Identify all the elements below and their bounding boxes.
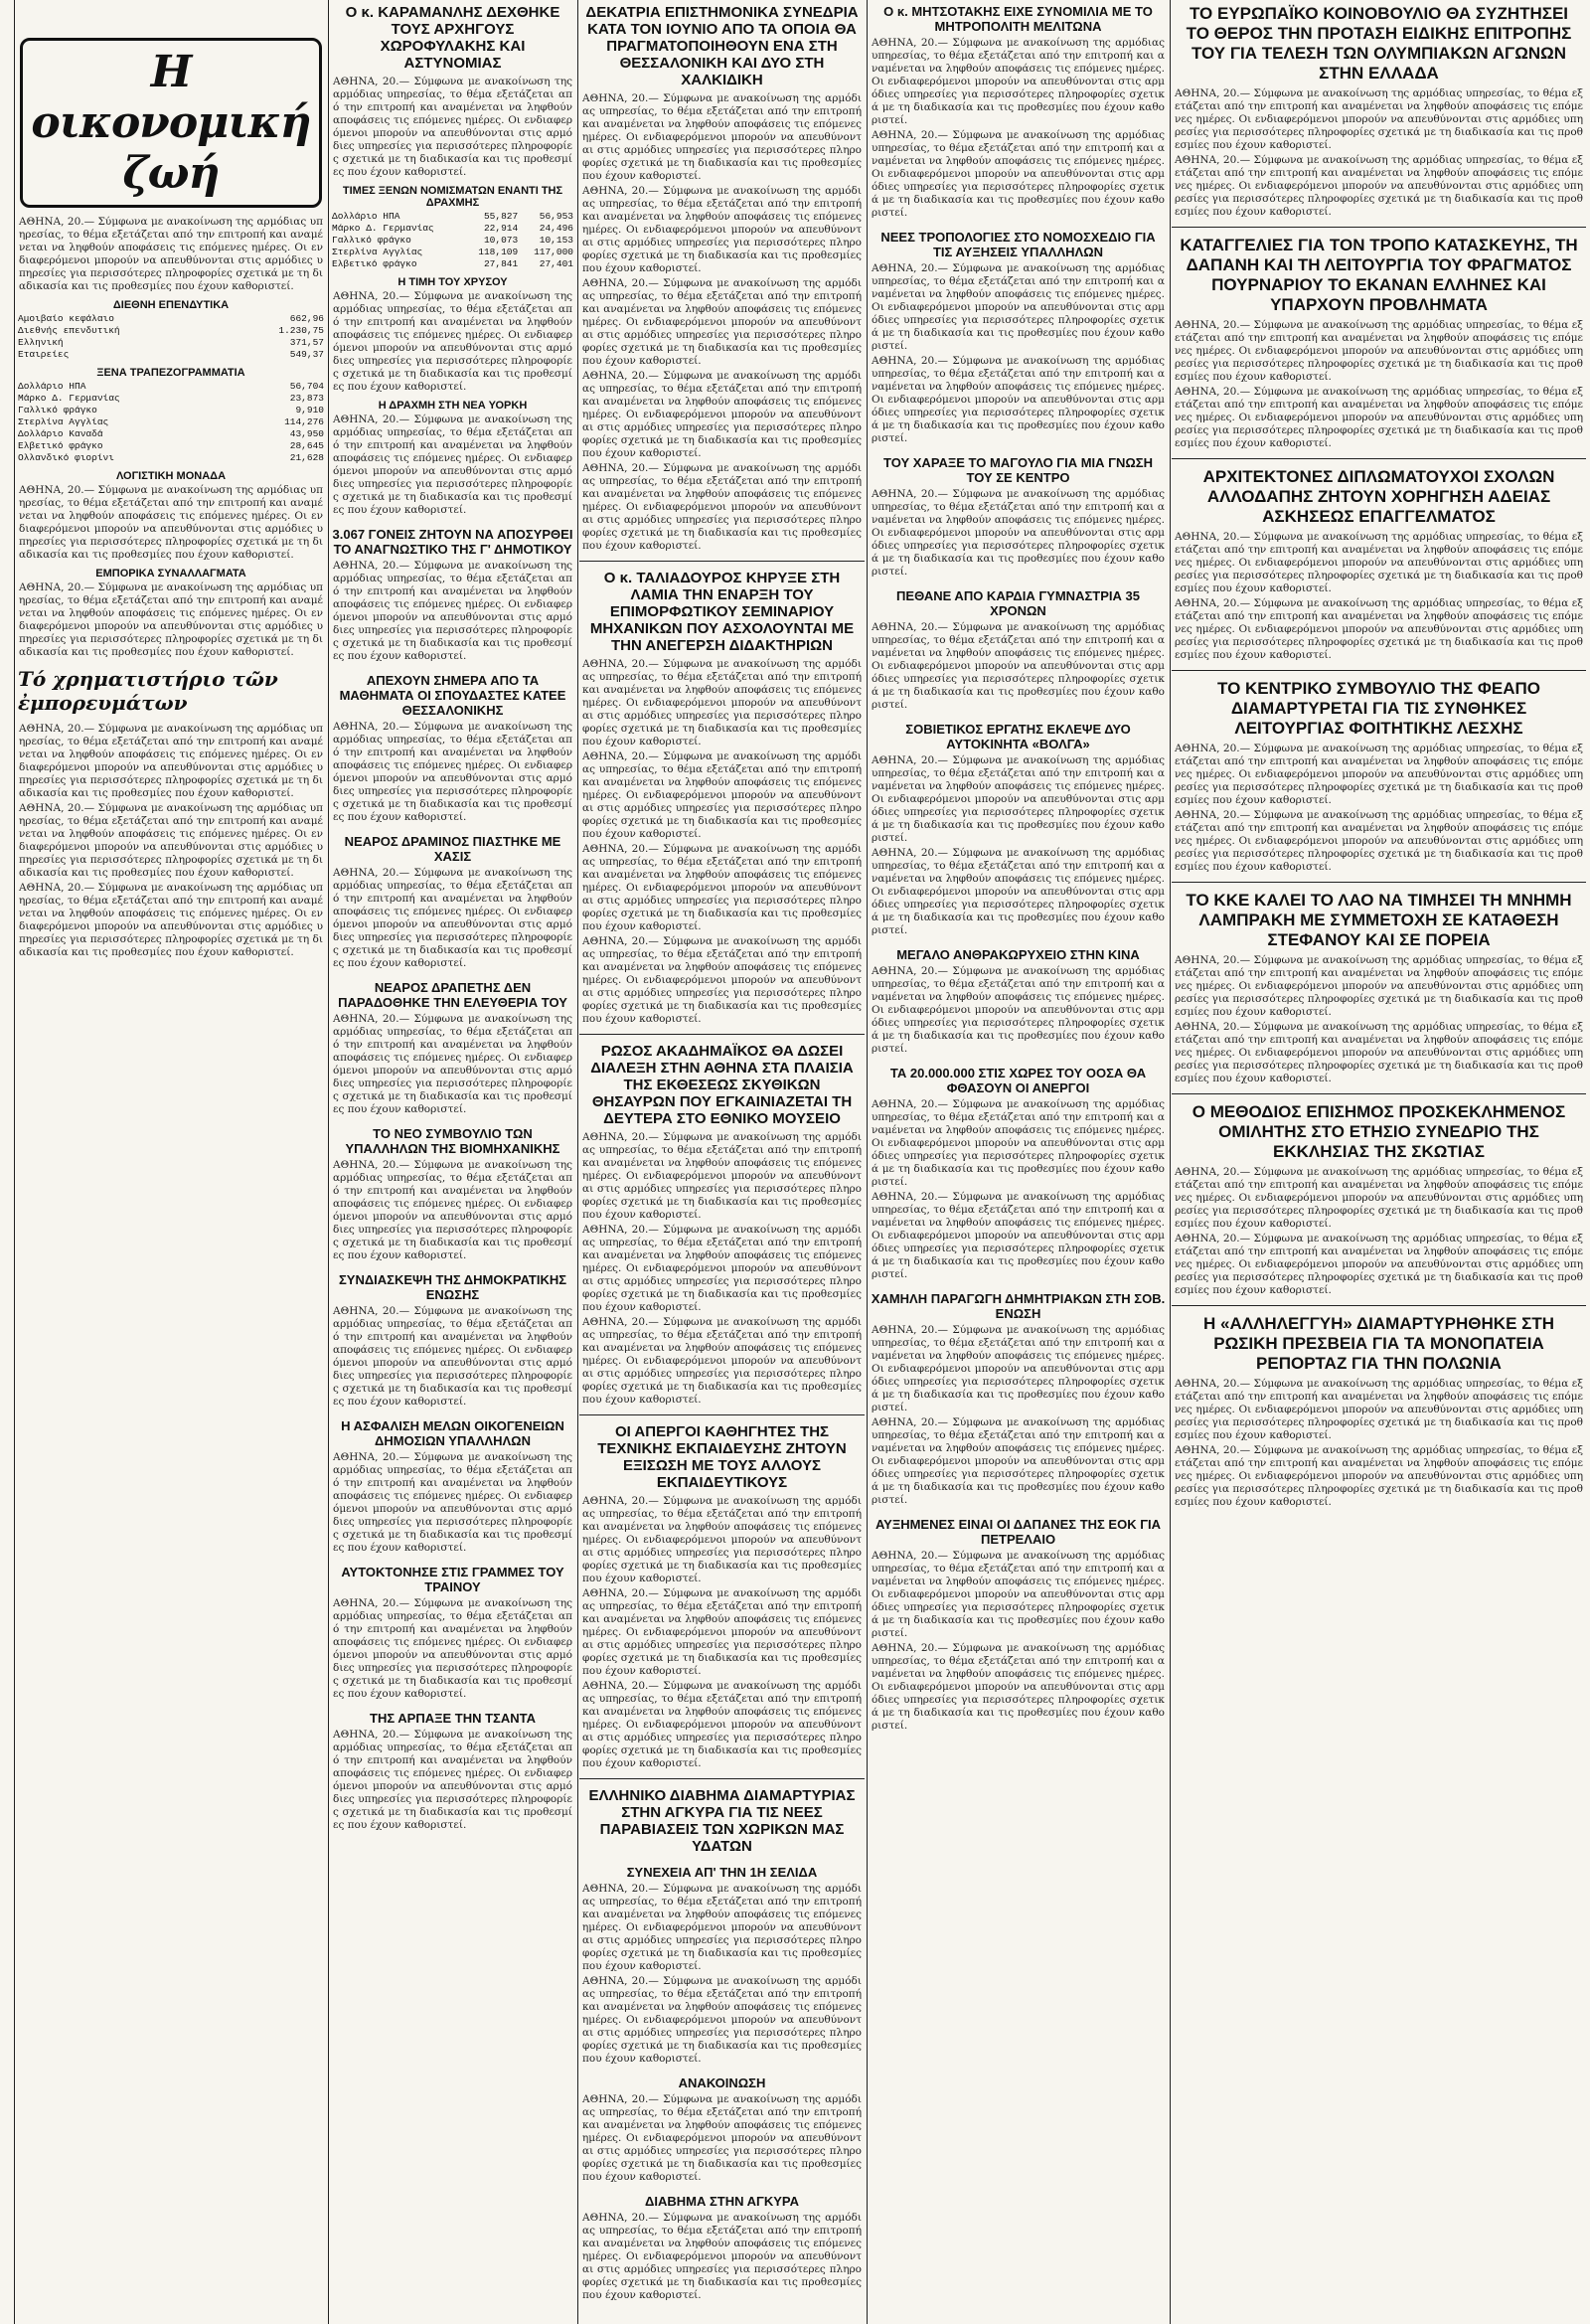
table-row: Ελβετικό φράγκο 28,645 — [18, 440, 324, 451]
body-text: ΑΘΗΝΑ, 20.— Σύμφωνα με ανακοίνωση της αρμόδιας υπηρεσίας, το θέμα εξετάζεται από την επιτροπή και αναμένεται να ληφθούν αποφάσεις τις επόμενες ημέρες. Οι ενδιαφερόμενοι μπορούν να απευθύνονται στις αρμόδιες υπηρεσίες για περισσότερες πληροφορίες σχετικά με τη διαδικασία και τις προθεσμίες που έχουν καθοριστεί. — [872, 965, 1165, 1055]
column-news-4 — [869, 0, 1168, 2324]
body-text: ΑΘΗΝΑ, 20.— Σύμφωνα με ανακοίνωση της αρμόδιας υπηρεσίας, το θέμα εξετάζεται από την επιτροπή και αναμένεται να ληφθούν αποφάσεις τις επόμενες ημέρες. Οι ενδιαφερόμενοι μπορούν να απευθύνονται στις αρμόδιες υπηρεσίες για περισσότερες πληροφορίες σχετικά με τη διαδικασία και τις προθεσμίες που έχουν καθοριστεί. — [19, 882, 323, 958]
article-headline: ΤΗΣ ΑΡΠΑΞΕ ΤΗΝ ΤΣΑΝΤΑ — [370, 1711, 536, 1726]
economy-masthead: Η οικονομική ζωή — [20, 38, 322, 208]
body-text: ΑΘΗΝΑ, 20.— Σύμφωνα με ανακοίνωση της αρμόδιας υπηρεσίας, το θέμα εξετάζεται από την επιτροπή και αναμένεται να ληφθούν αποφάσεις τις επόμενες ημέρες. Οι ενδιαφερόμενοι μπορούν να απευθύνονται στις αρμόδιες υπηρεσίες για περισσότερες πληροφορίες σχετικά με τη διαδικασία και τις προθεσμίες που έχουν καθοριστεί. — [872, 621, 1165, 711]
body-text: ΑΘΗΝΑ, 20.— Σύμφωνα με ανακοίνωση της αρμόδιας υπηρεσίας, το θέμα εξετάζεται από την επιτροπή και αναμένεται να ληφθούν αποφάσεις τις επόμενες ημέρες. Οι ενδιαφερόμενοι μπορούν να απευθύνονται στις αρμόδιες υπηρεσίες για περισσότερες πληροφορίες σχετικά με τη διαδικασία και τις προθεσμίες που έχουν καθοριστεί. — [1175, 1378, 1583, 1441]
body-text: ΑΘΗΝΑ, 20.— Σύμφωνα με ανακοίνωση της αρμόδιας υπηρεσίας, το θέμα εξετάζεται από την επιτροπή και αναμένεται να ληφθούν αποφάσεις τις επόμενες ημέρες. Οι ενδιαφερόμενοι μπορούν να απευθύνονται στις αρμόδιες υπηρεσίες για περισσότερες πληροφορίες σχετικά με τη διαδικασία και τις προθεσμίες που έχουν καθοριστεί. — [872, 488, 1165, 578]
body-text: ΑΘΗΝΑ, 20.— Σύμφωνα με ανακοίνωση της αρμόδιας υπηρεσίας, το θέμα εξετάζεται από την επιτροπή και αναμένεται να ληφθούν αποφάσεις τις επόμενες ημέρες. Οι ενδιαφερόμενοι μπορούν να απευθύνονται στις αρμόδιες υπηρεσίες για περισσότερες πληροφορίες σχετικά με τη διαδικασία και τις προθεσμίες που έχουν καθοριστεί. — [582, 750, 862, 840]
article-headline: ΤΟ ΚΕΝΤΡΙΚΟ ΣΥΜΒΟΥΛΙΟ ΤΗΣ ΦΕΑΠΟ ΔΙΑΜΑΡΤΥΡΕΤΑΙ ΓΙΑ ΤΙΣ ΣΥΝΘΗΚΕΣ ΛΕΙΤΟΥΡΓΙΑΣ ΦΟΙΤΗΤΙΚΗΣ ΛΕΣΧΗΣ — [1217, 679, 1540, 738]
article-headline: ΑΡΧΙΤΕΚΤΟΝΕΣ ΔΙΠΛΩΜΑΤΟΥΧΟΙ ΣΧΟΛΩΝ ΑΛΛΟΔΑΠΗΣ ΖΗΤΟΥΝ ΧΟΡΗΓΗΣΗ ΑΔΕΙΑΣ ΑΣΚΗΣΕΩΣ ΕΠΑΓΓΕΛΜΑΤΟΣ — [1202, 467, 1555, 526]
body-text: ΑΘΗΝΑ, 20.— Σύμφωνα με ανακοίνωση της αρμόδιας υπηρεσίας, το θέμα εξετάζεται από την επιτροπή και αναμένεται να ληφθούν αποφάσεις τις επόμενες ημέρες. Οι ενδιαφερόμενοι μπορούν να απευθύνονται στις αρμόδιες υπηρεσίες για περισσότερες πληροφορίες σχετικά με τη διαδικασία και τις προθεσμίες που έχουν καθοριστεί. — [333, 721, 572, 823]
article-headline: ΚΑΤΑΓΓΕΛΙΕΣ ΓΙΑ ΤΟΝ ΤΡΟΠΟ ΚΑΤΑΣΚΕΥΗΣ, ΤΗ ΔΑΠΑΝΗ ΚΑΙ ΤΗ ΛΕΙΤΟΥΡΓΙΑ ΤΟΥ ΦΡΑΓΜΑΤΟΣ ΠΟΥΡΝΑΡΙΟΥ ΤΟ ΕΚΑΝΑΝ ΕΛΛΗΝΕΣ ΚΑΙ ΥΠΑΡΧΟΥΝ ΠΡΟΒΛΗΜΑΤΑ — [1180, 236, 1578, 314]
table-row: Δολλάριο ΗΠΑ 56,704 — [18, 381, 324, 392]
body-text: ΑΘΗΝΑ, 20.— Σύμφωνα με ανακοίνωση της αρμόδιας υπηρεσίας, το θέμα εξετάζεται από την επιτροπή και αναμένεται να ληφθούν αποφάσεις τις επόμενες ημέρες. Οι ενδιαφερόμενοι μπορούν να απευθύνονται στις αρμόδιες υπηρεσίες για περισσότερες πληροφορίες σχετικά με τη διαδικασία και τις προθεσμίες που έχουν καθοριστεί. — [333, 1305, 572, 1408]
article-headline: ΤΟ ΝΕΟ ΣΥΜΒΟΥΛΙΟ ΤΩΝ ΥΠΑΛΛΗΛΩΝ ΤΗΣ ΒΙΟΜΗΧΑΝΙΚΗΣ — [345, 1126, 560, 1156]
body-text: ΑΘΗΝΑ, 20.— Σύμφωνα με ανακοίνωση της αρμόδιας υπηρεσίας, το θέμα εξετάζεται από την επιτροπή και αναμένεται να ληφθούν αποφάσεις τις επόμενες ημέρες. Οι ενδιαφερόμενοι μπορούν να απευθύνονται στις αρμόδιες υπηρεσίες για περισσότερες πληροφορίες σχετικά με τη διαδικασία και τις προθεσμίες που έχουν καθοριστεί. — [872, 1550, 1165, 1639]
banknotes-table — [16, 381, 326, 464]
table-row: Στερλίνα Αγγλίας 118,109 117,000 — [332, 247, 573, 257]
section-heading: ΛΟΓΙΣΤΙΚΗ ΜΟΝΑΔΑ — [115, 470, 227, 482]
body-text: ΑΘΗΝΑ, 20.— Σύμφωνα με ανακοίνωση της αρμόδιας υπηρεσίας, το θέμα εξετάζεται από την επιτροπή και αναμένεται να ληφθούν αποφάσεις τις επόμενες ημέρες. Οι ενδιαφερόμενοι μπορούν να απευθύνονται στις αρμόδιες υπηρεσίες για περισσότερες πληροφορίες σχετικά με τη διαδικασία και τις προθεσμίες που έχουν καθοριστεί. — [1175, 1021, 1583, 1084]
body-text: ΑΘΗΝΑ, 20.— Σύμφωνα με ανακοίνωση της αρμόδιας υπηρεσίας, το θέμα εξετάζεται από την επιτροπή και αναμένεται να ληφθούν αποφάσεις τις επόμενες ημέρες. Οι ενδιαφερόμενοι μπορούν να απευθύνονται στις αρμόδιες υπηρεσίες για περισσότερες πληροφορίες σχετικά με τη διαδικασία και τις προθεσμίες που έχουν καθοριστεί. — [582, 370, 862, 459]
article-headline: ΣΥΝΔΙΑΣΚΕΨΗ ΤΗΣ ΔΗΜΟΚΡΑΤΙΚΗΣ ΕΝΩΣΗΣ — [338, 1272, 567, 1302]
article-headline: Ο κ. ΤΑΛΙΑΔΟΥΡΟΣ ΚΗΡΥΞΕ ΣΤΗ ΛΑΜΙΑ ΤΗΝ ΕΝΑΡΞΗ ΤΟΥ ΕΠΙΜΟΡΦΩΤΙΚΟΥ ΣΕΜΙΝΑΡΙΟΥ ΜΗΧΑΝΙΚΩΝ ΠΟΥ ΑΣΧΟΛΟΥΝΤΑΙ ΜΕ ΤΗΝ ΑΝΕΓΕΡΣΗ ΔΙΔΑΚΤΗΡΙΩΝ — [589, 570, 855, 654]
article-headline: ΤΟΥ ΧΑΡΑΞΕ ΤΟ ΜΑΓΟΥΛΟ ΓΙΑ ΜΙΑ ΓΝΩΣΗ ΤΟΥ ΣΕ ΚΕΝΤΡΟ — [883, 455, 1153, 485]
body-text: ΑΘΗΝΑ, 20.— Σύμφωνα με ανακοίνωση της αρμόδιας υπηρεσίας, το θέμα εξετάζεται από την επιτροπή και αναμένεται να ληφθούν αποφάσεις τις επόμενες ημέρες. Οι ενδιαφερόμενοι μπορούν να απευθύνονται στις αρμόδιες υπηρεσίες για περισσότερες πληροφορίες σχετικά με τη διαδικασία και τις προθεσμίες που έχουν καθοριστεί. — [333, 1013, 572, 1115]
body-text: ΑΘΗΝΑ, 20.— Σύμφωνα με ανακοίνωση της αρμόδιας υπηρεσίας, το θέμα εξετάζεται από την επιτροπή και αναμένεται να ληφθούν αποφάσεις τις επόμενες ημέρες. Οι ενδιαφερόμενοι μπορούν να απευθύνονται στις αρμόδιες υπηρεσίες για περισσότερες πληροφορίες σχετικά με τη διαδικασία και τις προθεσμίες που έχουν καθοριστεί. — [582, 1587, 862, 1677]
body-text: ΑΘΗΝΑ, 20.— Σύμφωνα με ανακοίνωση της αρμόδιας υπηρεσίας, το θέμα εξετάζεται από την επιτροπή και αναμένεται να ληφθούν αποφάσεις τις επόμενες ημέρες. Οι ενδιαφερόμενοι μπορούν να απευθύνονται στις αρμόδιες υπηρεσίες για περισσότερες πληροφορίες σχετικά με τη διαδικασία και τις προθεσμίες που έχουν καθοριστεί. — [333, 560, 572, 662]
article-headline: ΤΟ ΕΥΡΩΠΑΪΚΟ ΚΟΙΝΟΒΟΥΛΙΟ ΘΑ ΣΥΖΗΤΗΣΕΙ ΤΟ ΘΕΡΟΣ ΤΗΝ ΠΡΟΤΑΣΗ ΕΙΔΙΚΗΣ ΕΠΙΤΡΟΠΗΣ ΤΟΥ ΓΙΑ ΤΕΛΕΣΗ ΤΩΝ ΟΛΥΜΠΙΑΚΩΝ ΑΓΩΝΩΝ ΣΤΗΝ ΕΛΛΑΔΑ — [1186, 4, 1572, 83]
body-text: ΑΘΗΝΑ, 20.— Σύμφωνα με ανακοίνωση της αρμόδιας υπηρεσίας, το θέμα εξετάζεται από την επιτροπή και αναμένεται να ληφθούν αποφάσεις τις επόμενες ημέρες. Οι ενδιαφερόμενοι μπορούν να απευθύνονται στις αρμόδιες υπηρεσίες για περισσότερες πληροφορίες σχετικά με τη διαδικασία και τις προθεσμίες που έχουν καθοριστεί. — [872, 1324, 1165, 1413]
column-news-2 — [330, 0, 575, 2324]
article-headline: Ο ΜΕΘΟΔΙΟΣ ΕΠΙΣΗΜΟΣ ΠΡΟΣΚΕΚΛΗΜΕΝΟΣ ΟΜΙΛΗΤΗΣ ΣΤΟ ΕΤΗΣΙΟ ΣΥΝΕΔΡΙΟ ΤΗΣ ΕΚΚΛΗΣΙΑΣ ΤΗΣ ΣΚΩΤΙΑΣ — [1192, 1102, 1566, 1161]
article-headline: Ο κ. ΚΑΡΑΜΑΝΛΗΣ ΔΕΧΘΗΚΕ ΤΟΥΣ ΑΡΧΗΓΟΥΣ ΧΩΡΟΦΥΛΑΚΗΣ ΚΑΙ ΑΣΤΥΝΟΜΙΑΣ — [345, 4, 560, 72]
article-headline: ΠΕΘΑΝΕ ΑΠΟ ΚΑΡΔΙΑ ΓΥΜΝΑΣΤΡΙΑ 35 ΧΡΟΝΩΝ — [896, 588, 1140, 618]
table-title: ΞΕΝΑ ΤΡΑΠΕΖΟΓΡΑΜΜΑΤΙΑ — [96, 367, 245, 379]
body-text: ΑΘΗΝΑ, 20.— Σύμφωνα με ανακοίνωση της αρμόδιας υπηρεσίας, το θέμα εξετάζεται από την επιτροπή και αναμένεται να ληφθούν αποφάσεις τις επόμενες ημέρες. Οι ενδιαφερόμενοι μπορούν να απευθύνονται στις αρμόδιες υπηρεσίες για περισσότερες πληροφορίες σχετικά με τη διαδικασία και τις προθεσμίες που έχουν καθοριστεί. — [1175, 743, 1583, 806]
table-row: Αμοιβαίο κεφάλαιο 662,96 — [18, 313, 324, 324]
body-text: ΑΘΗΝΑ, 20.— Σύμφωνα με ανακοίνωση της αρμόδιας υπηρεσίας, το θέμα εξετάζεται από την επιτροπή και αναμένεται να ληφθούν αποφάσεις τις επόμενες ημέρες. Οι ενδιαφερόμενοι μπορούν να απευθύνονται στις αρμόδιες υπηρεσίες για περισσότερες πληροφορίες σχετικά με τη διαδικασία και τις προθεσμίες που έχουν καθοριστεί. — [872, 37, 1165, 126]
body-text: ΑΘΗΝΑ, 20.— Σύμφωνα με ανακοίνωση της αρμόδιας υπηρεσίας, το θέμα εξετάζεται από την επιτροπή και αναμένεται να ληφθούν αποφάσεις τις επόμενες ημέρες. Οι ενδιαφερόμενοι μπορούν να απευθύνονται στις αρμόδιες υπηρεσίες για περισσότερες πληροφορίες σχετικά με τη διαδικασία και τις προθεσμίες που έχουν καθοριστεί. — [872, 1098, 1165, 1188]
body-text: ΑΘΗΝΑ, 20.— Σύμφωνα με ανακοίνωση της αρμόδιας υπηρεσίας, το θέμα εξετάζεται από την επιτροπή και αναμένεται να ληφθούν αποφάσεις τις επόμενες ημέρες. Οι ενδιαφερόμενοι μπορούν να απευθύνονται στις αρμόδιες υπηρεσίες για περισσότερες πληροφορίες σχετικά με τη διαδικασία και τις προθεσμίες που έχουν καθοριστεί. — [582, 2093, 862, 2183]
body-text: ΑΘΗΝΑ, 20.— Σύμφωνα με ανακοίνωση της αρμόδιας υπηρεσίας, το θέμα εξετάζεται από την επιτροπή και αναμένεται να ληφθούν αποφάσεις τις επόμενες ημέρες. Οι ενδιαφερόμενοι μπορούν να απευθύνονται στις αρμόδιες υπηρεσίες για περισσότερες πληροφορίες σχετικά με τη διαδικασία και τις προθεσμίες που έχουν καθοριστεί. — [1175, 1166, 1583, 1230]
column-news-3 — [579, 0, 865, 2324]
article-headline: ΤΑ 20.000.000 ΣΤΙΣ ΧΩΡΕΣ ΤΟΥ ΟΟΣΑ ΘΑ ΦΘΑΣΟΥΝ ΟΙ ΑΝΕΡΓΟΙ — [889, 1066, 1147, 1095]
article-headline: ΝΕΑΡΟΣ ΔΡΑΜΙΝΟΣ ΠΙΑΣΤΗΚΕ ΜΕ ΧΑΣΙΣ — [344, 834, 561, 864]
body-text: ΑΘΗΝΑ, 20.— Σύμφωνα με ανακοίνωση της αρμόδιας υπηρεσίας, το θέμα εξετάζεται από την επιτροπή και αναμένεται να ληφθούν αποφάσεις τις επόμενες ημέρες. Οι ενδιαφερόμενοι μπορούν να απευθύνονται στις αρμόδιες υπηρεσίες για περισσότερες πληροφορίες σχετικά με τη διαδικασία και τις προθεσμίες που έχουν καθοριστεί. — [1175, 597, 1583, 661]
table-row: Γαλλικό φράγκο 9,910 — [18, 405, 324, 415]
article-headline: ΑΠΕΧΟΥΝ ΣΗΜΕΡΑ ΑΠΟ ΤΑ ΜΑΘΗΜΑΤΑ ΟΙ ΣΠΟΥΔΑΣΤΕΣ ΚΑΤΕΕ ΘΕΣΣΑΛΟΝΙΚΗΣ — [339, 673, 566, 718]
body-text: ΑΘΗΝΑ, 20.— Σύμφωνα με ανακοίνωση της αρμόδιας υπηρεσίας, το θέμα εξετάζεται από την επιτροπή και αναμένεται να ληφθούν αποφάσεις τις επόμενες ημέρες. Οι ενδιαφερόμενοι μπορούν να απευθύνονται στις αρμόδιες υπηρεσίες για περισσότερες πληροφορίες σχετικά με τη διαδικασία και τις προθεσμίες που έχουν καθοριστεί. — [872, 1191, 1165, 1280]
table-row: Διεθνής επενδυτική 1.230,75 — [18, 325, 324, 336]
article-headline: ΡΩΣΟΣ ΑΚΑΔΗΜΑΪΚΟΣ ΘΑ ΔΩΣΕΙ ΔΙΑΛΕΞΗ ΣΤΗΝ ΑΘΗΝΑ ΣΤΑ ΠΛΑΙΣΙΑ ΤΗΣ ΕΚΘΕΣΕΩΣ ΣΚΥΘΙΚΩΝ ΘΗΣΑΥΡΩΝ ΠΟΥ ΕΓΚΑΙΝΙΑΖΕΤΑΙ ΤΗ ΔΕΥΤΕΡΑ ΣΤΟ ΕΘΝΙΚΟ ΜΟΥΣΕΙΟ — [590, 1043, 854, 1127]
body-text: ΑΘΗΝΑ, 20.— Σύμφωνα με ανακοίνωση της αρμόδιας υπηρεσίας, το θέμα εξετάζεται από την επιτροπή και αναμένεται να ληφθούν αποφάσεις τις επόμενες ημέρες. Οι ενδιαφερόμενοι μπορούν να απευθύνονται στις αρμόδιες υπηρεσίες για περισσότερες πληροφορίες σχετικά με τη διαδικασία και τις προθεσμίες που έχουν καθοριστεί. — [872, 262, 1165, 352]
article-headline: ΔΕΚΑΤΡΙΑ ΕΠΙΣΤΗΜΟΝΙΚΑ ΣΥΝΕΔΡΙΑ ΚΑΤΑ ΤΟΝ ΙΟΥΝΙΟ ΑΠΟ ΤΑ ΟΠΟΙΑ ΘΑ ΠΡΑΓΜΑΤΟΠΟΙΗΘΟΥΝ ΕΝΑ ΣΤΗ ΘΕΣΣΑΛΟΝΙΚΗ ΚΑΙ ΔΥΟ ΣΤΗ ΧΑΛΚΙΔΙΚΗ — [585, 4, 859, 88]
table-row: Δολλάριο ΗΠΑ 55,827 56,953 — [332, 211, 573, 222]
body-text: ΑΘΗΝΑ, 20.— Σύμφωνα με ανακοίνωση της αρμόδιας υπηρεσίας, το θέμα εξετάζεται από την επιτροπή και αναμένεται να ληφθούν αποφάσεις τις επόμενες ημέρες. Οι ενδιαφερόμενοι μπορούν να απευθύνονται στις αρμόδιες υπηρεσίες για περισσότερες πληροφορίες σχετικά με τη διαδικασία και τις προθεσμίες που έχουν καθοριστεί. — [1175, 386, 1583, 449]
body-text: ΑΘΗΝΑ, 20.— Σύμφωνα με ανακοίνωση της αρμόδιας υπηρεσίας, το θέμα εξετάζεται από την επιτροπή και αναμένεται να ληφθούν αποφάσεις τις επόμενες ημέρες. Οι ενδιαφερόμενοι μπορούν να απευθύνονται στις αρμόδιες υπηρεσίες για περισσότερες πληροφορίες σχετικά με τη διαδικασία και τις προθεσμίες που έχουν καθοριστεί. — [582, 185, 862, 274]
section-heading: ΕΜΠΟΡΙΚΑ ΣΥΝΑΛΛΑΓΜΑΤΑ — [95, 568, 246, 580]
body-text: ΑΘΗΝΑ, 20.— Σύμφωνα με ανακοίνωση της αρμόδιας υπηρεσίας, το θέμα εξετάζεται από την επιτροπή και αναμένεται να ληφθούν αποφάσεις τις επόμενες ημέρες. Οι ενδιαφερόμενοι μπορούν να απευθύνονται στις αρμόδιες υπηρεσίες για περισσότερες πληροφορίες σχετικά με τη διαδικασία και τις προθεσμίες που έχουν καθοριστεί. — [582, 1316, 862, 1406]
body-text: ΑΘΗΝΑ, 20.— Σύμφωνα με ανακοίνωση της αρμόδιας υπηρεσίας, το θέμα εξετάζεται από την επιτροπή και αναμένεται να ληφθούν αποφάσεις τις επόμενες ημέρες. Οι ενδιαφερόμενοι μπορούν να απευθύνονται στις αρμόδιες υπηρεσίες για περισσότερες πληροφορίες σχετικά με τη διαδικασία και τις προθεσμίες που έχουν καθοριστεί. — [19, 802, 323, 879]
body-text: ΑΘΗΝΑ, 20.— Σύμφωνα με ανακοίνωση της αρμόδιας υπηρεσίας, το θέμα εξετάζεται από την επιτροπή και αναμένεται να ληφθούν αποφάσεις τις επόμενες ημέρες. Οι ενδιαφερόμενοι μπορούν να απευθύνονται στις αρμόδιες υπηρεσίες για περισσότερες πληροφορίες σχετικά με τη διαδικασία και τις προθεσμίες που έχουν καθοριστεί. — [333, 1451, 572, 1554]
body-text: ΑΘΗΝΑ, 20.— Σύμφωνα με ανακοίνωση της αρμόδιας υπηρεσίας, το θέμα εξετάζεται από την επιτροπή και αναμένεται να ληφθούν αποφάσεις τις επόμενες ημέρες. Οι ενδιαφερόμενοι μπορούν να απευθύνονται στις αρμόδιες υπηρεσίες για περισσότερες πληροφορίες σχετικά με τη διαδικασία και τις προθεσμίες που έχουν καθοριστεί. — [19, 484, 323, 561]
article-headline: Η ΑΣΦΑΛΙΣΗ ΜΕΛΩΝ ΟΙΚΟΓΕΝΕΙΩΝ ΔΗΜΟΣΙΩΝ ΥΠΑΛΛΗΛΩΝ — [341, 1418, 564, 1448]
subheading: ΑΝΑΚΟΙΝΩΣΗ — [678, 2075, 766, 2090]
article-headline: ΕΛΛΗΝΙΚΟ ΔΙΑΒΗΜΑ ΔΙΑΜΑΡΤΥΡΙΑΣ ΣΤΗΝ ΑΓΚΥΡΑ ΓΙΑ ΤΙΣ ΝΕΕΣ ΠΑΡΑΒΙΑΣΕΙΣ ΤΩΝ ΧΩΡΙΚΩΝ ΜΑΣ ΥΔΑΤΩΝ — [588, 1787, 856, 1855]
body-text: ΑΘΗΝΑ, 20.— Σύμφωνα με ανακοίνωση της αρμόδιας υπηρεσίας, το θέμα εξετάζεται από την επιτροπή και αναμένεται να ληφθούν αποφάσεις τις επόμενες ημέρες. Οι ενδιαφερόμενοι μπορούν να απευθύνονται στις αρμόδιες υπηρεσίες για περισσότερες πληροφορίες σχετικά με τη διαδικασία και τις προθεσμίες που έχουν καθοριστεί. — [582, 1680, 862, 1769]
article-headline: ΣΟΒΙΕΤΙΚΟΣ ΕΡΓΑΤΗΣ ΕΚΛΕΨΕ ΔΥΟ ΑΥΤΟΚΙΝΗΤΑ «ΒΟΛΓΑ» — [905, 722, 1131, 751]
body-text: ΑΘΗΝΑ, 20.— Σύμφωνα με ανακοίνωση της αρμόδιας υπηρεσίας, το θέμα εξετάζεται από την επιτροπή και αναμένεται να ληφθούν αποφάσεις τις επόμενες ημέρες. Οι ενδιαφερόμενοι μπορούν να απευθύνονται στις αρμόδιες υπηρεσίες για περισσότερες πληροφορίες σχετικά με τη διαδικασία και τις προθεσμίες που έχουν καθοριστεί. — [582, 658, 862, 747]
article-headline: ΤΟ ΚΚΕ ΚΑΛΕΙ ΤΟ ΛΑΟ ΝΑ ΤΙΜΗΣΕΙ ΤΗ ΜΝΗΜΗ ΛΑΜΠΡΑΚΗ ΜΕ ΣΥΜΜΕΤΟΧΗ ΣΕ ΚΑΤΑΘΕΣΗ ΣΤΕΦΑΝΟΥ ΚΑΙ ΣΕ ΠΟΡΕΙΑ — [1186, 891, 1572, 949]
body-text: ΑΘΗΝΑ, 20.— Σύμφωνα με ανακοίνωση της αρμόδιας υπηρεσίας, το θέμα εξετάζεται από την επιτροπή και αναμένεται να ληφθούν αποφάσεις τις επόμενες ημέρες. Οι ενδιαφερόμενοι μπορούν να απευθύνονται στις αρμόδιες υπηρεσίες για περισσότερες πληροφορίες σχετικά με τη διαδικασία και τις προθεσμίες που έχουν καθοριστεί. — [872, 847, 1165, 936]
ny-heading: Η ΔΡΑΧΜΗ ΣΤΗ ΝΕΑ ΥΟΡΚΗ — [378, 400, 528, 412]
body-text: ΑΘΗΝΑ, 20.— Σύμφωνα με ανακοίνωση της αρμόδιας υπηρεσίας, το θέμα εξετάζεται από την επιτροπή και αναμένεται να ληφθούν αποφάσεις τις επόμενες ημέρες. Οι ενδιαφερόμενοι μπορούν να απευθύνονται στις αρμόδιες υπηρεσίες για περισσότερες πληροφορίες σχετικά με τη διαδικασία και τις προθεσμίες που έχουν καθοριστεί. — [1175, 809, 1583, 873]
body-text: ΑΘΗΝΑ, 20.— Σύμφωνα με ανακοίνωση της αρμόδιας υπηρεσίας, το θέμα εξετάζεται από την επιτροπή και αναμένεται να ληφθούν αποφάσεις τις επόμενες ημέρες. Οι ενδιαφερόμενοι μπορούν να απευθύνονται στις αρμόδιες υπηρεσίες για περισσότερες πληροφορίες σχετικά με τη διαδικασία και τις προθεσμίες που έχουν καθοριστεί. — [582, 1883, 862, 1972]
body-text: ΑΘΗΝΑ, 20.— Σύμφωνα με ανακοίνωση της αρμόδιας υπηρεσίας, το θέμα εξετάζεται από την επιτροπή και αναμένεται να ληφθούν αποφάσεις τις επόμενες ημέρες. Οι ενδιαφερόμενοι μπορούν να απευθύνονται στις αρμόδιες υπηρεσίες για περισσότερες πληροφορίες σχετικά με τη διαδικασία και τις προθεσμίες που έχουν καθοριστεί. — [872, 355, 1165, 444]
article-headline: ΝΕΑΡΟΣ ΔΡΑΠΕΤΗΣ ΔΕΝ ΠΑΡΑΔΟΘΗΚΕ ΤΗΝ ΕΛΕΥΘΕΡΙΑ ΤΟΥ — [338, 980, 567, 1010]
body-text: ΑΘΗΝΑ, 20.— Σύμφωνα με ανακοίνωση της αρμόδιας υπηρεσίας, το θέμα εξετάζεται από την επιτροπή και αναμένεται να ληφθούν αποφάσεις τις επόμενες ημέρες. Οι ενδιαφερόμενοι μπορούν να απευθύνονται στις αρμόδιες υπηρεσίες για περισσότερες πληροφορίες σχετικά με τη διαδικασία και τις προθεσμίες που έχουν καθοριστεί. — [1175, 1233, 1583, 1296]
body-text: ΑΘΗΝΑ, 20.— Σύμφωνα με ανακοίνωση της αρμόδιας υπηρεσίας, το θέμα εξετάζεται από την επιτροπή και αναμένεται να ληφθούν αποφάσεις τις επόμενες ημέρες. Οι ενδιαφερόμενοι μπορούν να απευθύνονται στις αρμόδιες υπηρεσίες για περισσότερες πληροφορίες σχετικά με τη διαδικασία και τις προθεσμίες που έχουν καθοριστεί. — [19, 723, 323, 799]
body-text: ΑΘΗΝΑ, 20.— Σύμφωνα με ανακοίνωση της αρμόδιας υπηρεσίας, το θέμα εξετάζεται από την επιτροπή και αναμένεται να ληφθούν αποφάσεις τις επόμενες ημέρες. Οι ενδιαφερόμενοι μπορούν να απευθύνονται στις αρμόδιες υπηρεσίες για περισσότερες πληροφορίες σχετικά με τη διαδικασία και τις προθεσμίες που έχουν καθοριστεί. — [872, 129, 1165, 219]
column-news-5 — [1172, 0, 1586, 2324]
body-text: ΑΘΗΝΑ, 20.— Σύμφωνα με ανακοίνωση της αρμόδιας υπηρεσίας, το θέμα εξετάζεται από την επιτροπή και αναμένεται να ληφθούν αποφάσεις τις επόμενες ημέρες. Οι ενδιαφερόμενοι μπορούν να απευθύνονται στις αρμόδιες υπηρεσίες για περισσότερες πληροφορίες σχετικά με τη διαδικασία και τις προθεσμίες που έχουν καθοριστεί. — [333, 290, 572, 393]
gold-heading: Η ΤΙΜΗ ΤΟΥ ΧΡΥΣΟΥ — [398, 276, 508, 288]
body-text: ΑΘΗΝΑ, 20.— Σύμφωνα με ανακοίνωση της αρμόδιας υπηρεσίας, το θέμα εξετάζεται από την επιτροπή και αναμένεται να ληφθούν αποφάσεις τις επόμενες ημέρες. Οι ενδιαφερόμενοι μπορούν να απευθύνονται στις αρμόδιες υπηρεσίες για περισσότερες πληροφορίες σχετικά με τη διαδικασία και τις προθεσμίες που έχουν καθοριστεί. — [333, 867, 572, 969]
article-headline: Η «ΑΛΛΗΛΕΓΓΥΗ» ΔΙΑΜΑΡΤΥΡΗΘΗΚΕ ΣΤΗ ΡΩΣΙΚΗ ΠΡΕΣΒΕΙΑ ΓΙΑ ΤΑ ΜΟΝΟΠΑΤΕΙΑ ΡΕΠΟΡΤΑΖ ΓΙΑ ΤΗΝ ΠΟΛΩΝΙΑ — [1203, 1314, 1554, 1373]
table-row: Ελβετικό φράγκο 27,841 27,401 — [332, 258, 573, 269]
article-headline: ΑΥΞΗΜΕΝΕΣ ΕΙΝΑΙ ΟΙ ΔΑΠΑΝΕΣ ΤΗΣ ΕΟΚ ΓΙΑ ΠΕΤΡΕΛΑΙΟ — [874, 1517, 1162, 1547]
rates-table — [16, 313, 326, 361]
currency-table — [330, 211, 575, 270]
table-row: Γαλλικό φράγκο 10,073 10,153 — [332, 235, 573, 246]
body-text: ΑΘΗΝΑ, 20.— Σύμφωνα με ανακοίνωση της αρμόδιας υπηρεσίας, το θέμα εξετάζεται από την επιτροπή και αναμένεται να ληφθούν αποφάσεις τις επόμενες ημέρες. Οι ενδιαφερόμενοι μπορούν να απευθύνονται στις αρμόδιες υπηρεσίες για περισσότερες πληροφορίες σχετικά με τη διαδικασία και τις προθεσμίες που έχουν καθοριστεί. — [582, 843, 862, 932]
body-text: ΑΘΗΝΑ, 20.— Σύμφωνα με ανακοίνωση της αρμόδιας υπηρεσίας, το θέμα εξετάζεται από την επιτροπή και αναμένεται να ληφθούν αποφάσεις τις επόμενες ημέρες. Οι ενδιαφερόμενοι μπορούν να απευθύνονται στις αρμόδιες υπηρεσίες για περισσότερες πληροφορίες σχετικά με τη διαδικασία και τις προθεσμίες που έχουν καθοριστεί. — [582, 277, 862, 367]
body-text: ΑΘΗΝΑ, 20.— Σύμφωνα με ανακοίνωση της αρμόδιας υπηρεσίας, το θέμα εξετάζεται από την επιτροπή και αναμένεται να ληφθούν αποφάσεις τις επόμενες ημέρες. Οι ενδιαφερόμενοι μπορούν να απευθύνονται στις αρμόδιες υπηρεσίες για περισσότερες πληροφορίες σχετικά με τη διαδικασία και τις προθεσμίες που έχουν καθοριστεί. — [19, 216, 323, 292]
body-text: ΑΘΗΝΑ, 20.— Σύμφωνα με ανακοίνωση της αρμόδιας υπηρεσίας, το θέμα εξετάζεται από την επιτροπή και αναμένεται να ληφθούν αποφάσεις τις επόμενες ημέρες. Οι ενδιαφερόμενοι μπορούν να απευθύνονται στις αρμόδιες υπηρεσίες για περισσότερες πληροφορίες σχετικά με τη διαδικασία και τις προθεσμίες που έχουν καθοριστεί. — [1175, 531, 1583, 594]
body-text: ΑΘΗΝΑ, 20.— Σύμφωνα με ανακοίνωση της αρμόδιας υπηρεσίας, το θέμα εξετάζεται από την επιτροπή και αναμένεται να ληφθούν αποφάσεις τις επόμενες ημέρες. Οι ενδιαφερόμενοι μπορούν να απευθύνονται στις αρμόδιες υπηρεσίες για περισσότερες πληροφορίες σχετικά με τη διαδικασία και τις προθεσμίες που έχουν καθοριστεί. — [1175, 87, 1583, 151]
body-text: ΑΘΗΝΑ, 20.— Σύμφωνα με ανακοίνωση της αρμόδιας υπηρεσίας, το θέμα εξετάζεται από την επιτροπή και αναμένεται να ληφθούν αποφάσεις τις επόμενες ημέρες. Οι ενδιαφερόμενοι μπορούν να απευθύνονται στις αρμόδιες υπηρεσίες για περισσότερες πληροφορίες σχετικά με τη διαδικασία και τις προθεσμίες που έχουν καθοριστεί. — [582, 935, 862, 1025]
body-text: ΑΘΗΝΑ, 20.— Σύμφωνα με ανακοίνωση της αρμόδιας υπηρεσίας, το θέμα εξετάζεται από την επιτροπή και αναμένεται να ληφθούν αποφάσεις τις επόμενες ημέρες. Οι ενδιαφερόμενοι μπορούν να απευθύνονται στις αρμόδιες υπηρεσίες για περισσότερες πληροφορίες σχετικά με τη διαδικασία και τις προθεσμίες που έχουν καθοριστεί. — [582, 92, 862, 182]
body-text: ΑΘΗΝΑ, 20.— Σύμφωνα με ανακοίνωση της αρμόδιας υπηρεσίας, το θέμα εξετάζεται από την επιτροπή και αναμένεται να ληφθούν αποφάσεις τις επόμενες ημέρες. Οι ενδιαφερόμενοι μπορούν να απευθύνονται στις αρμόδιες υπηρεσίες για περισσότερες πληροφορίες σχετικά με τη διαδικασία και τις προθεσμίες που έχουν καθοριστεί. — [1175, 1444, 1583, 1508]
article-headline: ΜΕΓΑΛΟ ΑΝΘΡΑΚΩΡΥΧΕΙΟ ΣΤΗΝ ΚΙΝΑ — [896, 947, 1140, 962]
table-row: Στερλίνα Αγγλίας 114,276 — [18, 416, 324, 427]
body-text: ΑΘΗΝΑ, 20.— Σύμφωνα με ανακοίνωση της αρμόδιας υπηρεσίας, το θέμα εξετάζεται από την επιτροπή και αναμένεται να ληφθούν αποφάσεις τις επόμενες ημέρες. Οι ενδιαφερόμενοι μπορούν να απευθύνονται στις αρμόδιες υπηρεσίες για περισσότερες πληροφορίες σχετικά με τη διαδικασία και τις προθεσμίες που έχουν καθοριστεί. — [1175, 154, 1583, 218]
body-text: ΑΘΗΝΑ, 20.— Σύμφωνα με ανακοίνωση της αρμόδιας υπηρεσίας, το θέμα εξετάζεται από την επιτροπή και αναμένεται να ληφθούν αποφάσεις τις επόμενες ημέρες. Οι ενδιαφερόμενοι μπορούν να απευθύνονται στις αρμόδιες υπηρεσίες για περισσότερες πληροφορίες σχετικά με τη διαδικασία και τις προθεσμίες που έχουν καθοριστεί. — [333, 76, 572, 178]
body-text: ΑΘΗΝΑ, 20.— Σύμφωνα με ανακοίνωση της αρμόδιας υπηρεσίας, το θέμα εξετάζεται από την επιτροπή και αναμένεται να ληφθούν αποφάσεις τις επόμενες ημέρες. Οι ενδιαφερόμενοι μπορούν να απευθύνονται στις αρμόδιες υπηρεσίες για περισσότερες πληροφορίες σχετικά με τη διαδικασία και τις προθεσμίες που έχουν καθοριστεί. — [582, 1975, 862, 2065]
body-text: ΑΘΗΝΑ, 20.— Σύμφωνα με ανακοίνωση της αρμόδιας υπηρεσίας, το θέμα εξετάζεται από την επιτροπή και αναμένεται να ληφθούν αποφάσεις τις επόμενες ημέρες. Οι ενδιαφερόμενοι μπορούν να απευθύνονται στις αρμόδιες υπηρεσίες για περισσότερες πληροφορίες σχετικά με τη διαδικασία και τις προθεσμίες που έχουν καθοριστεί. — [333, 1159, 572, 1261]
article-headline: ΧΑΜΗΛΗ ΠΑΡΑΓΩΓΗ ΔΗΜΗΤΡΙΑΚΩΝ ΣΤΗ ΣΟΒ. ΕΝΩΣΗ — [871, 1291, 1166, 1321]
table-row: Μάρκο Δ. Γερμανίας 22,914 24,496 — [332, 223, 573, 234]
table-title: ΤΙΜΕΣ ΞΕΝΩΝ ΝΟΜΙΣΜΑΤΩΝ ΕΝΑΝΤΙ ΤΗΣ ΔΡΑΧΜΗΣ — [342, 185, 563, 209]
body-text: ΑΘΗΝΑ, 20.— Σύμφωνα με ανακοίνωση της αρμόδιας υπηρεσίας, το θέμα εξετάζεται από την επιτροπή και αναμένεται να ληφθούν αποφάσεις τις επόμενες ημέρες. Οι ενδιαφερόμενοι μπορούν να απευθύνονται στις αρμόδιες υπηρεσίες για περισσότερες πληροφορίες σχετικά με τη διαδικασία και τις προθεσμίες που έχουν καθοριστεί. — [19, 581, 323, 658]
article-headline: ΝΕΕΣ ΤΡΟΠΟΛΟΓΙΕΣ ΣΤΟ ΝΟΜΟΣΧΕΔΙΟ ΓΙΑ ΤΙΣ ΑΥΞΗΣΕΙΣ ΥΠΑΛΛΗΛΩΝ — [880, 230, 1156, 259]
table-row: Μάρκο Δ. Γερμανίας 23,873 — [18, 393, 324, 404]
body-text: ΑΘΗΝΑ, 20.— Σύμφωνα με ανακοίνωση της αρμόδιας υπηρεσίας, το θέμα εξετάζεται από την επιτροπή και αναμένεται να ληφθούν αποφάσεις τις επόμενες ημέρες. Οι ενδιαφερόμενοι μπορούν να απευθύνονται στις αρμόδιες υπηρεσίες για περισσότερες πληροφορίες σχετικά με τη διαδικασία και τις προθεσμίες που έχουν καθοριστεί. — [1175, 319, 1583, 383]
body-text: ΑΘΗΝΑ, 20.— Σύμφωνα με ανακοίνωση της αρμόδιας υπηρεσίας, το θέμα εξετάζεται από την επιτροπή και αναμένεται να ληφθούν αποφάσεις τις επόμενες ημέρες. Οι ενδιαφερόμενοι μπορούν να απευθύνονται στις αρμόδιες υπηρεσίες για περισσότερες πληροφορίες σχετικά με τη διαδικασία και τις προθεσμίες που έχουν καθοριστεί. — [872, 1416, 1165, 1506]
article-headline: ΟΙ ΑΠΕΡΓΟΙ ΚΑΘΗΓΗΤΕΣ ΤΗΣ ΤΕΧΝΙΚΗΣ ΕΚΠΑΙΔΕΥΣΗΣ ΖΗΤΟΥΝ ΕΞΙΣΩΣΗ ΜΕ ΤΟΥΣ ΑΛΛΟΥΣ ΕΚΠΑΙΔΕΥΤΙΚΟΥΣ — [597, 1423, 847, 1491]
continued-label: ΣΥΝΕΧΕΙΑ ΑΠ' ΤΗΝ 1Η ΣΕΛΙΔΑ — [626, 1865, 818, 1880]
body-text: ΑΘΗΝΑ, 20.— Σύμφωνα με ανακοίνωση της αρμόδιας υπηρεσίας, το θέμα εξετάζεται από την επιτροπή και αναμένεται να ληφθούν αποφάσεις τις επόμενες ημέρες. Οι ενδιαφερόμενοι μπορούν να απευθύνονται στις αρμόδιες υπηρεσίες για περισσότερες πληροφορίες σχετικά με τη διαδικασία και τις προθεσμίες που έχουν καθοριστεί. — [582, 1131, 862, 1221]
article-headline: Ο κ. ΜΗΤΣΟΤΑΚΗΣ ΕΙΧΕ ΣΥΝΟΜΙΛΙΑ ΜΕ ΤΟ ΜΗΤΡΟΠΟΛΙΤΗ ΜΕΛΙΤΩΝΑ — [883, 4, 1153, 34]
body-text: ΑΘΗΝΑ, 20.— Σύμφωνα με ανακοίνωση της αρμόδιας υπηρεσίας, το θέμα εξετάζεται από την επιτροπή και αναμένεται να ληφθούν αποφάσεις τις επόμενες ημέρες. Οι ενδιαφερόμενοι μπορούν να απευθύνονται στις αρμόδιες υπηρεσίες για περισσότερες πληροφορίες σχετικά με τη διαδικασία και τις προθεσμίες που έχουν καθοριστεί. — [333, 1597, 572, 1700]
article-headline: ΑΥΤΟΚΤΟΝΗΣΕ ΣΤΙΣ ΓΡΑΜΜΕΣ ΤΟΥ ΤΡΑΙΝΟΥ — [341, 1565, 564, 1594]
body-text: ΑΘΗΝΑ, 20.— Σύμφωνα με ανακοίνωση της αρμόδιας υπηρεσίας, το θέμα εξετάζεται από την επιτροπή και αναμένεται να ληφθούν αποφάσεις τις επόμενες ημέρες. Οι ενδιαφερόμενοι μπορούν να απευθύνονται στις αρμόδιες υπηρεσίες για περισσότερες πληροφορίες σχετικά με τη διαδικασία και τις προθεσμίες που έχουν καθοριστεί. — [582, 462, 862, 552]
body-text: ΑΘΗΝΑ, 20.— Σύμφωνα με ανακοίνωση της αρμόδιας υπηρεσίας, το θέμα εξετάζεται από την επιτροπή και αναμένεται να ληφθούν αποφάσεις τις επόμενες ημέρες. Οι ενδιαφερόμενοι μπορούν να απευθύνονται στις αρμόδιες υπηρεσίες για περισσότερες πληροφορίες σχετικά με τη διαδικασία και τις προθεσμίες που έχουν καθοριστεί. — [872, 1642, 1165, 1732]
table-row: Δολλάριο Καναδά 43,950 — [18, 428, 324, 439]
table-row: Εταιρείες 549,37 — [18, 349, 324, 360]
body-text: ΑΘΗΝΑ, 20.— Σύμφωνα με ανακοίνωση της αρμόδιας υπηρεσίας, το θέμα εξετάζεται από την επιτροπή και αναμένεται να ληφθούν αποφάσεις τις επόμενες ημέρες. Οι ενδιαφερόμενοι μπορούν να απευθύνονται στις αρμόδιες υπηρεσίες για περισσότερες πληροφορίες σχετικά με τη διαδικασία και τις προθεσμίες που έχουν καθοριστεί. — [1175, 954, 1583, 1018]
table-title: ΔΙΕΘΝΗ ΕΠΕΝΔΥΤΙΚΑ — [112, 299, 230, 311]
body-text: ΑΘΗΝΑ, 20.— Σύμφωνα με ανακοίνωση της αρμόδιας υπηρεσίας, το θέμα εξετάζεται από την επιτροπή και αναμένεται να ληφθούν αποφάσεις τις επόμενες ημέρες. Οι ενδιαφερόμενοι μπορούν να απευθύνονται στις αρμόδιες υπηρεσίες για περισσότερες πληροφορίες σχετικά με τη διαδικασία και τις προθεσμίες που έχουν καθοριστεί. — [582, 1495, 862, 1584]
body-text: ΑΘΗΝΑ, 20.— Σύμφωνα με ανακοίνωση της αρμόδιας υπηρεσίας, το θέμα εξετάζεται από την επιτροπή και αναμένεται να ληφθούν αποφάσεις τις επόμενες ημέρες. Οι ενδιαφερόμενοι μπορούν να απευθύνονται στις αρμόδιες υπηρεσίες για περισσότερες πληροφορίες σχετικά με τη διαδικασία και τις προθεσμίες που έχουν καθοριστεί. — [333, 1729, 572, 1831]
subheading: ΔΙΑΒΗΜΑ ΣΤΗΝ ΑΓΚΥΡΑ — [645, 2194, 799, 2209]
body-text: ΑΘΗΝΑ, 20.— Σύμφωνα με ανακοίνωση της αρμόδιας υπηρεσίας, το θέμα εξετάζεται από την επιτροπή και αναμένεται να ληφθούν αποφάσεις τις επόμενες ημέρες. Οι ενδιαφερόμενοι μπορούν να απευθύνονται στις αρμόδιες υπηρεσίες για περισσότερες πληροφορίες σχετικά με τη διαδικασία και τις προθεσμίες που έχουν καθοριστεί. — [872, 754, 1165, 844]
article-headline: 3.067 ΓΟΝΕΙΣ ΖΗΤΟΥΝ ΝΑ ΑΠΟΣΥΡΘΕΙ ΤΟ ΑΝΑΓΝΩΣΤΙΚΟ ΤΗΣ Γ' ΔΗΜΟΤΙΚΟΥ — [332, 527, 573, 557]
body-text: ΑΘΗΝΑ, 20.— Σύμφωνα με ανακοίνωση της αρμόδιας υπηρεσίας, το θέμα εξετάζεται από την επιτροπή και αναμένεται να ληφθούν αποφάσεις τις επόμενες ημέρες. Οι ενδιαφερόμενοι μπορούν να απευθύνονται στις αρμόδιες υπηρεσίες για περισσότερες πληροφορίες σχετικά με τη διαδικασία και τις προθεσμίες που έχουν καθοριστεί. — [582, 2212, 862, 2301]
table-row: Ελληνική 371,57 — [18, 337, 324, 348]
commodities-heading: Τό χρηματιστήριο τῶν ἐμπορευμάτων — [18, 667, 278, 715]
column-economy — [16, 0, 326, 2324]
table-row: Ολλανδικό φιορίνι 21,628 — [18, 452, 324, 463]
body-text: ΑΘΗΝΑ, 20.— Σύμφωνα με ανακοίνωση της αρμόδιας υπηρεσίας, το θέμα εξετάζεται από την επιτροπή και αναμένεται να ληφθούν αποφάσεις τις επόμενες ημέρες. Οι ενδιαφερόμενοι μπορούν να απευθύνονται στις αρμόδιες υπηρεσίες για περισσότερες πληροφορίες σχετικά με τη διαδικασία και τις προθεσμίες που έχουν καθοριστεί. — [582, 1224, 862, 1313]
body-text: ΑΘΗΝΑ, 20.— Σύμφωνα με ανακοίνωση της αρμόδιας υπηρεσίας, το θέμα εξετάζεται από την επιτροπή και αναμένεται να ληφθούν αποφάσεις τις επόμενες ημέρες. Οι ενδιαφερόμενοι μπορούν να απευθύνονται στις αρμόδιες υπηρεσίες για περισσότερες πληροφορίες σχετικά με τη διαδικασία και τις προθεσμίες που έχουν καθοριστεί. — [333, 414, 572, 516]
